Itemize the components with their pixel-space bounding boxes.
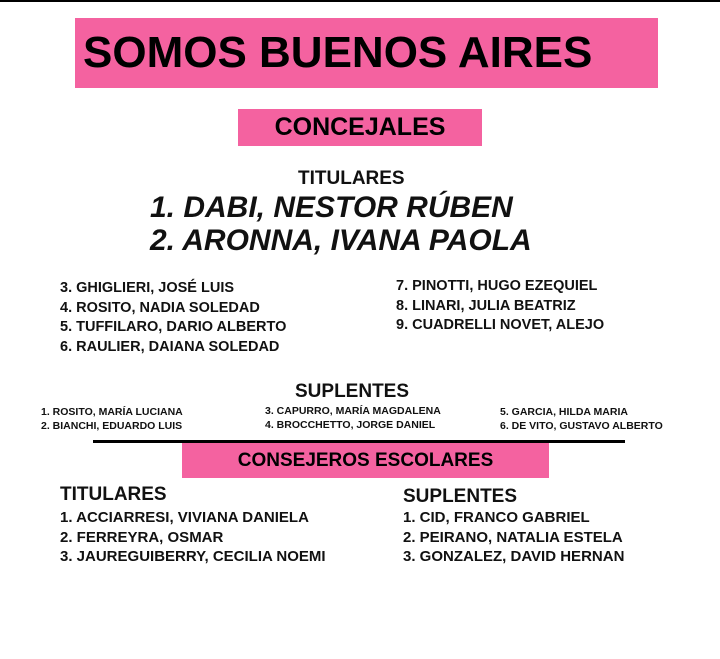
list-item: 5. GARCIA, HILDA MARIA xyxy=(500,406,628,418)
party-title: SOMOS BUENOS AIRES xyxy=(83,28,593,77)
concejales-suplentes-col1 xyxy=(41,405,183,433)
top-candidate-2: 2. ARONNA, IVANA PAOLA xyxy=(150,224,532,257)
list-item: 1. ACCIARRESI, VIVIANA DANIELA xyxy=(60,509,309,526)
party-title-banner xyxy=(75,18,658,88)
list-item: 2. FERREYRA, OSMAR xyxy=(60,528,224,546)
consejeros-titulares-list xyxy=(60,508,326,567)
list-item: 8. LINARI, JULIA BEATRIZ xyxy=(396,297,576,314)
concejales-heading: CONCEJALES xyxy=(274,113,446,141)
list-item: 9. CUADRELLI NOVET, ALEJO xyxy=(396,317,605,333)
list-item: 3. GONZALEZ, DAVID HERNAN xyxy=(403,548,625,565)
list-item: 1. ROSITO, MARÍA LUCIANA xyxy=(41,406,183,418)
list-item: 5. TUFFILARO, DARIO ALBERTO xyxy=(60,319,287,335)
consejeros-titulares-heading: TITULARES xyxy=(60,484,167,505)
list-item: 7. PINOTTI, HUGO EZEQUIEL xyxy=(396,278,598,294)
concejales-suplentes-col2 xyxy=(265,404,441,432)
list-item: 3. CAPURRO, MARÍA MAGDALENA xyxy=(265,405,441,417)
consejeros-suplentes-heading: SUPLENTES xyxy=(403,486,518,507)
top-border-line xyxy=(0,0,720,2)
list-item: 3. JAUREGUIBERRY, CECILIA NOEMI xyxy=(60,548,326,565)
list-item: 6. DE VITO, GUSTAVO ALBERTO xyxy=(500,420,663,432)
list-item: 3. GHIGLIERI, JOSÉ LUIS xyxy=(60,280,235,296)
concejales-suplentes-heading: SUPLENTES xyxy=(295,381,410,402)
consejeros-suplentes-list xyxy=(403,508,624,567)
concejales-titulares-right-list xyxy=(396,277,604,336)
consejeros-heading: CONSEJEROS ESCOLARES xyxy=(237,449,494,471)
concejales-suplentes-col3 xyxy=(500,405,663,433)
list-item: 2. PEIRANO, NATALIA ESTELA xyxy=(403,528,623,546)
list-item: 6. RAULIER, DAIANA SOLEDAD xyxy=(60,338,280,355)
consejeros-banner xyxy=(182,443,549,478)
list-item: 2. BIANCHI, EDUARDO LUIS xyxy=(41,420,183,432)
concejales-titulares-heading: TITULARES xyxy=(298,168,405,189)
concejales-titulares-left-list xyxy=(60,279,286,357)
top-candidate-1: 1. DABI, NESTOR RÚBEN xyxy=(150,191,513,224)
list-item: 4. ROSITO, NADIA SOLEDAD xyxy=(60,299,260,316)
list-item: 4. BROCCHETTO, JORGE DANIEL xyxy=(265,419,436,431)
concejales-banner xyxy=(238,109,482,146)
list-item: 1. CID, FRANCO GABRIEL xyxy=(403,509,590,526)
